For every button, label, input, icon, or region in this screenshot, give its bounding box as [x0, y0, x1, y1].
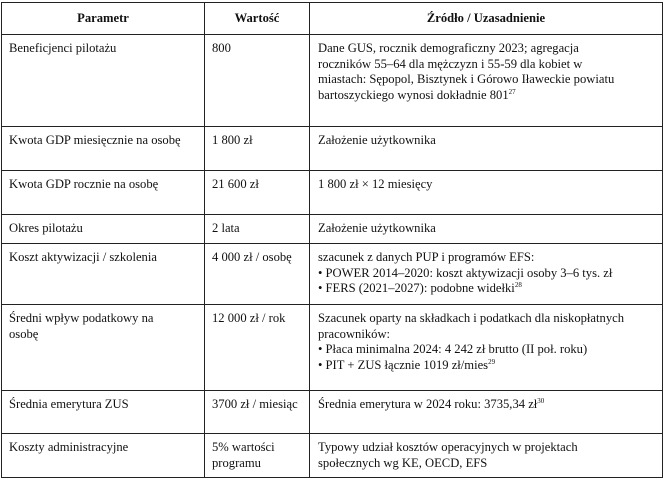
- param-text: Okres pilotażu: [9, 221, 83, 236]
- source-line: szacunek z danych PUP i programów EFS:: [318, 250, 535, 265]
- source-line: • Płaca minimalna 2024: 4 242 zł brutto (II poł. roku): [318, 342, 588, 357]
- table-row: [2, 391, 663, 434]
- value-cell: [205, 35, 310, 127]
- param-text: Średnia emerytura ZUS: [9, 397, 129, 412]
- source-cell: [310, 35, 663, 127]
- value-cell: [205, 391, 310, 434]
- source-cell: [310, 127, 663, 171]
- param-text: Koszt aktywizacji / szkolenia: [9, 250, 157, 265]
- source-line: społecznych wg KE, OECD, EFS: [318, 455, 488, 470]
- param-line: osobę: [9, 326, 39, 341]
- value-cell: [205, 171, 310, 215]
- footnote-ref: 30: [537, 397, 545, 406]
- source-cell: [310, 391, 663, 434]
- value-text: 3700 zł / miesiąc: [212, 397, 298, 412]
- footnote-ref: 28: [514, 281, 522, 290]
- table-row: [2, 171, 663, 215]
- param-cell: [2, 305, 205, 391]
- value-text: 12 000 zł / rok: [212, 311, 286, 326]
- value-line: 5% wartości: [212, 440, 275, 455]
- source-line: • PIT + ZUS łącznie 1019 zł/mies: [318, 357, 489, 372]
- param-cell: [2, 215, 205, 244]
- table-row: [2, 244, 663, 305]
- source-line: pracowników:: [318, 326, 391, 341]
- source-line: Dane GUS, rocznik demograficzny 2023; agregacja: [318, 41, 579, 56]
- footnote-ref: 29: [488, 357, 496, 366]
- source-line: • POWER 2014–2020: koszt aktywizacji osoby 3–6 tys. zł: [318, 265, 613, 280]
- source-cell: [310, 171, 663, 215]
- param-cell: [2, 127, 205, 171]
- source-cell: [310, 244, 663, 305]
- source-text: Założenie użytkownika: [318, 133, 436, 148]
- source-text: Założenie użytkownika: [318, 221, 436, 236]
- table-row: [2, 434, 663, 478]
- value-cell: [205, 434, 310, 478]
- value-cell: [205, 305, 310, 391]
- source-line: Szacunek oparty na składkach i podatkach dla niskopłatnych: [318, 311, 625, 326]
- value-text: 1 800 zł: [212, 133, 253, 148]
- param-cell: [2, 391, 205, 434]
- param-text: Kwota GDP rocznie na osobę: [9, 177, 159, 192]
- param-cell: [2, 434, 205, 478]
- footnote-ref: 27: [508, 87, 516, 96]
- value-text: 2 lata: [212, 221, 240, 236]
- value-cell: [205, 127, 310, 171]
- param-cell: [2, 35, 205, 127]
- source-cell: [310, 305, 663, 391]
- value-line: programu: [212, 455, 261, 470]
- param-line: Średni wpływ podatkowy na: [9, 311, 154, 326]
- table-row: [2, 215, 663, 244]
- header-parametr: Parametr: [2, 3, 205, 35]
- source-line: roczników 55–64 dla mężczyzn i 55-59 dla kobiet w: [318, 56, 583, 71]
- source-line: miastach: Sępopol, Bisztynek i Górowo Iławeckie powiatu: [318, 72, 615, 87]
- param-cell: [2, 244, 205, 305]
- source-line: • FERS (2021–2027): podobne widełki: [318, 281, 515, 296]
- value-cell: [205, 215, 310, 244]
- value-text: 21 600 zł: [212, 177, 259, 192]
- value-text: 4 000 zł / osobę: [212, 250, 292, 265]
- param-text: Kwota GDP miesięcznie na osobę: [9, 133, 181, 148]
- param-cell: [2, 171, 205, 215]
- source-line: Typowy udział kosztów operacyjnych w projektach: [318, 440, 578, 455]
- value-cell: [205, 244, 310, 305]
- param-text: Koszty administracyjne: [9, 440, 129, 455]
- table-row: [2, 127, 663, 171]
- source-text: 1 800 zł × 12 miesięcy: [318, 177, 433, 192]
- parameters-table: [1, 2, 663, 478]
- table-row: [2, 305, 663, 391]
- source-line: bartoszyckiego wynosi dokładnie 801: [318, 87, 509, 102]
- table-row: [2, 35, 663, 127]
- source-text: Średnia emerytura w 2024 roku: 3735,34 zł: [318, 397, 538, 412]
- value-text: 800: [212, 41, 231, 56]
- param-text: Beneficjenci pilotażu: [9, 41, 117, 56]
- table-header-row: [2, 3, 663, 35]
- header-zrodlo: Źródło / Uzasadnienie: [310, 3, 663, 35]
- source-cell: [310, 434, 663, 478]
- source-cell: [310, 215, 663, 244]
- header-wartosc: Wartość: [205, 3, 310, 35]
